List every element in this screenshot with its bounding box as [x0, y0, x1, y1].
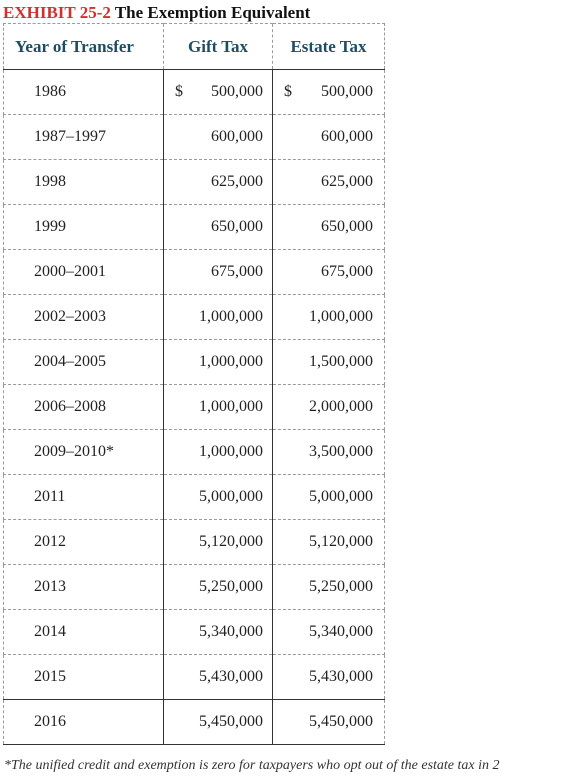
estate-cell: 5,430,000: [273, 655, 385, 700]
gift-cell: 650,000: [164, 205, 273, 250]
year-cell: 2002–2003: [4, 295, 164, 340]
estate-cell: 5,450,000: [273, 700, 385, 745]
gift-cell: 625,000: [164, 160, 273, 205]
estate-cell: 3,500,000: [273, 430, 385, 475]
year-cell: 2000–2001: [4, 250, 164, 295]
estate-cell: 5,000,000: [273, 475, 385, 520]
exhibit-number: EXHIBIT 25-2: [3, 3, 111, 22]
estate-cell: 675,000: [273, 250, 385, 295]
table-row: [4, 700, 385, 745]
table-row: [4, 565, 385, 610]
estate-cell: 600,000: [273, 115, 385, 160]
estate-cell: 650,000: [273, 205, 385, 250]
estate-cell: 1,000,000: [273, 295, 385, 340]
currency-symbol: $: [175, 83, 183, 100]
table-row: [4, 70, 385, 115]
header-estate-tax: Estate Tax: [273, 24, 385, 70]
table-row: [4, 295, 385, 340]
gift-amount: 500,000: [211, 83, 263, 100]
year-cell: 2016: [4, 700, 164, 745]
gift-cell: 5,430,000: [164, 655, 273, 700]
year-cell: 2006–2008: [4, 385, 164, 430]
gift-cell: 5,340,000: [164, 610, 273, 655]
gift-cell: 1,000,000: [164, 430, 273, 475]
estate-cell: 5,340,000: [273, 610, 385, 655]
year-cell: 2015: [4, 655, 164, 700]
table-row: [4, 475, 385, 520]
estate-cell: [273, 70, 385, 115]
estate-cell: 5,120,000: [273, 520, 385, 565]
estate-amount: 500,000: [321, 83, 373, 100]
estate-cell: 1,500,000: [273, 340, 385, 385]
year-cell: 2009–2010*: [4, 430, 164, 475]
table-row: [4, 160, 385, 205]
header-row: [4, 24, 385, 70]
table-row: [4, 205, 385, 250]
table-row: [4, 115, 385, 160]
table-header: [4, 24, 385, 70]
gift-cell: 1,000,000: [164, 340, 273, 385]
gift-cell: 1,000,000: [164, 385, 273, 430]
gift-cell: 5,450,000: [164, 700, 273, 745]
year-cell: 1999: [4, 205, 164, 250]
currency-symbol: $: [284, 83, 292, 100]
exemption-table: [3, 23, 385, 745]
year-cell: 2014: [4, 610, 164, 655]
table-row: [4, 610, 385, 655]
exhibit-title: [3, 3, 310, 23]
table-row: [4, 340, 385, 385]
year-cell: 1986: [4, 70, 164, 115]
header-year-of-transfer: Year of Transfer: [4, 24, 164, 70]
table-row: [4, 655, 385, 700]
year-cell: 2012: [4, 520, 164, 565]
year-cell: 2011: [4, 475, 164, 520]
gift-cell: 675,000: [164, 250, 273, 295]
header-gift-tax: Gift Tax: [164, 24, 273, 70]
year-cell: 1998: [4, 160, 164, 205]
year-cell: 2013: [4, 565, 164, 610]
gift-cell: 5,250,000: [164, 565, 273, 610]
table-row: [4, 520, 385, 565]
gift-cell: 600,000: [164, 115, 273, 160]
footnote: *The unified credit and exemption is zero for taxpayers who opt out of the estate tax in 2: [4, 758, 500, 773]
year-cell: 2004–2005: [4, 340, 164, 385]
table-body: [4, 70, 385, 745]
estate-cell: 625,000: [273, 160, 385, 205]
table-row: [4, 430, 385, 475]
table-row: [4, 385, 385, 430]
exhibit-name: The Exemption Equivalent: [114, 3, 311, 22]
estate-cell: 2,000,000: [273, 385, 385, 430]
estate-cell: 5,250,000: [273, 565, 385, 610]
gift-cell: 5,000,000: [164, 475, 273, 520]
gift-cell: 5,120,000: [164, 520, 273, 565]
table-row: [4, 250, 385, 295]
year-cell: 1987–1997: [4, 115, 164, 160]
gift-cell: 1,000,000: [164, 295, 273, 340]
gift-cell: [164, 70, 273, 115]
